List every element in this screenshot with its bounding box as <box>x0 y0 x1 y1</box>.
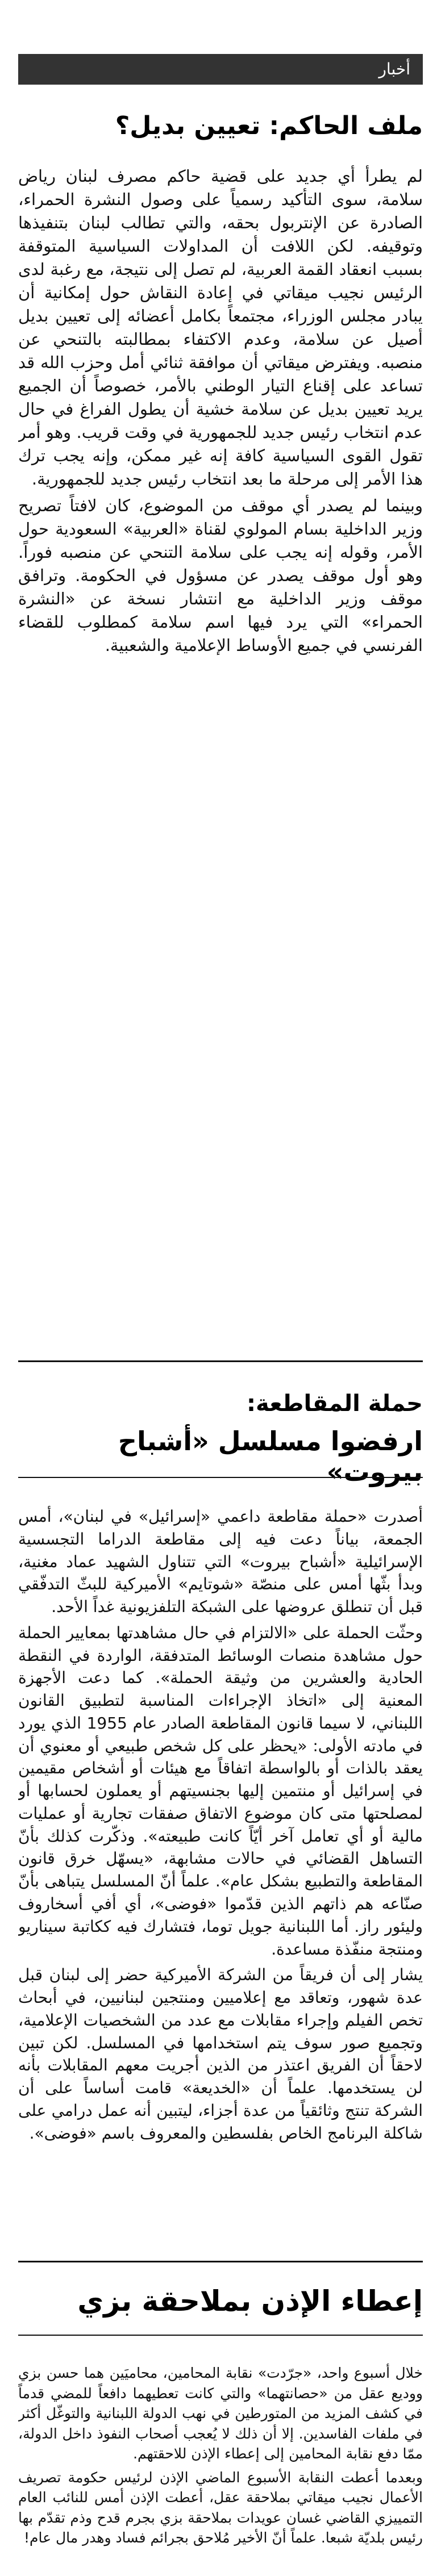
article2-kicker: حملة المقاطعة: <box>246 1391 423 1417</box>
article1-title: ملف الحاكم: تعيين بديل؟ <box>115 111 423 140</box>
section-divider <box>18 2261 423 2262</box>
article3-title: إعطاء الإذن بملاحقة بزي <box>77 2285 423 2318</box>
article3-paragraph: خلال أسبوع واحد، «جرّدت» نقابة المحامين، محاميَين هما حسن بزي ووديع عقل من «حصانتهما» والتي كانت تعطيهما دافعاً للمضي قدماً في كشف المزيد من المتورطين في نهب الدولة اللبنانية والتوغّل أكثر في ملفات الفاسدين. إلا أن ذلك لا يُعجب أصحاب النفوذ داخل الدولة، ممّا دفع نقابة المحامين إلى إعطاء الإذن للاحقتهم. <box>18 2365 423 2462</box>
article2-title: ارفضوا مسلسل «أشباح بيروت» <box>118 1426 423 1487</box>
article1-paragraph: وبينما لم يصدر أي موقف من الموضوع، كان لافتاً تصريح وزير الداخلية بسام المولوي لقناة «العربية» السعودية حول الأمر، وقوله إنه يجب على سلامة التنحي عن منصبه فوراً. وهو أول موقف يصدر عن مسؤول في الحكومة. وترافق موقف وزير الداخلية مع انتشار نسخة عن «النشرة الحمراء» التي يرد فيها اسم سلامة كمطلوب للقضاء الفرنسي في جميع الأوساط الإعلامية والشعبية. <box>18 496 423 655</box>
headline-underline <box>18 2335 423 2336</box>
article3-paragraph: وبعدما أعطت النقابة الأسبوع الماضي الإذن لرئيس حكومة تصريف الأعمال نجيب ميقاتي بملاحقة عقل، أعطت الإذن أمس للنائب العام التمييزي القاضي غسان عويدات بملاحقة بزي بجرم قدح وذم تقدّم بها رئيس بلديّة شبعا. علماً أنّ الأخير مُلاحق بجرائم فساد وهدر مال عام! <box>18 2469 423 2546</box>
headline-underline <box>18 1477 423 1478</box>
article2-paragraph: أصدرت «حملة مقاطعة داعمي «إسرائيل» في لبنان»، أمس الجمعة، بياناً دعت فيه إلى مقاطعة الدراما التجسسية الإسرائيلية «أشباح بيروت» التي تتناول الشهيد عماد مغنية، وبدأ بثّها أمس على منصّة «شوتايم» الأميركية للبثّ التدفّقي قبل أن تنطلق عروضها على الشبكة التلفزيونية غداً الأحد. <box>18 1507 423 1617</box>
article1-paragraph: لم يطرأ أي جديد على قضية حاكم مصرف لبنان رياض سلامة، سوى التأكيد رسمياً على وصول النشرة الحمراء، الصادرة عن الإنتربول بحقه، والتي تطالب لبنان بتنفيذها وتوقيفه. لكن اللافت أن المداولات السياسية المتوقفة بسبب انعقاد القمة العربية، لم تصل إلى نتيجة، مع رغبة لدى الرئيس نجيب ميقاتي في إعادة النقاش حول إمكانية أن يبادر مجلس الوزراء، مجتمعاً بكامل أعضائه إلى تعيين بديل أصيل عن سلامة، وعدم الاكتفاء بمطالبته بالتنحي عن منصبه. ويفترض ميقاتي أن موافقة ثنائي أمل وحزب الله قد تساعد على إقناع التيار الوطني بالأمر، خصوصاً أن الجميع يريد تعيين بديل عن سلامة خشية أن يطول الفراغ في حال عدم انتخاب رئيس جديد للجمهورية في وقت قريب. وهو أمر تقول القوى السياسية كافة إنه غير ممكن، وإنه يجب ترك هذا الأمر إلى مرحلة ما بعد انتخاب رئيس جديد للجمهورية. <box>18 166 423 489</box>
article2-paragraph: يشار إلى أن فريقاً من الشركة الأميركية حضر إلى لبنان قبل عدة شهور، وتعاقد مع إعلاميين ومنتجين لبنانيين، في أبحاث تخص الفيلم وإجراء مقابلات مع عدد من الشخصيات الإعلامية، وتجميع صور سوف يتم استخدامها في المسلسل. لكن تبين لاحقاً أن الفريق اعتذر من الذين أجريت معهم المقابلات بأنه لن يستخدمها. علماً أن «الخديعة» قامت أساساً على أن الشركة تنتج وثائقياً من عدة أجزاء، ليتبين أنه عمل درامي على شاكلة البرنامج الخاص بفلسطين والمعروف باسم «فوضى». <box>18 1965 423 2143</box>
section-divider <box>18 1360 423 1362</box>
article3-body <box>18 2363 423 2567</box>
article2-body <box>18 1505 423 2181</box>
section-tag: أخبار <box>18 54 423 85</box>
article2-paragraph: وحثّت الحملة على «الالتزام في حال مشاهدتها بمعايير الحملة حول مشاهدة منصات الوسائط المتدفقة، الواردة في النقطة الحادية والعشرين من وثيقة الحملة». كما دعت الأجهزة المعنية إلى «اتخاذ الإجراءات المناسبة لتطبيق القانون اللبناني، لا سيما قانون المقاطعة الصادر عام 1955 الذي يورد في مادته الأولى: «يحظر على كل شخص طبيعي أو معنوي أن يعقد بالذات أو بالواسطة اتفاقاً مع هيئات أو أشخاص مقيمين في إسرائيل أو منتمين إليها بجنسيتهم أو يعملون لحسابها أو لمصلحتها متى كان موضوع الاتفاق صفقات تجارية أو عمليات مالية أو أي تعامل آخر أيّاً كانت طبيعته». وذكّرت كذلك بأنّ التساهل القضائي في حالات مشابهة، «يسهّل خرق قانون المقاطعة والتطبيع بشكل عام». علماً أنّ المسلسل يتباهى بأنّ صنّاعه هم ذاتهم الذين قدّموا «فوضى»، أي أفي أسخاروف وليئور راز. أما اللبنانية جويل توما، فتشارك فيه ككاتبة سيناريو ومنتجة منفّذة مساعدة. <box>18 1623 423 1959</box>
article1-body <box>18 165 423 1267</box>
